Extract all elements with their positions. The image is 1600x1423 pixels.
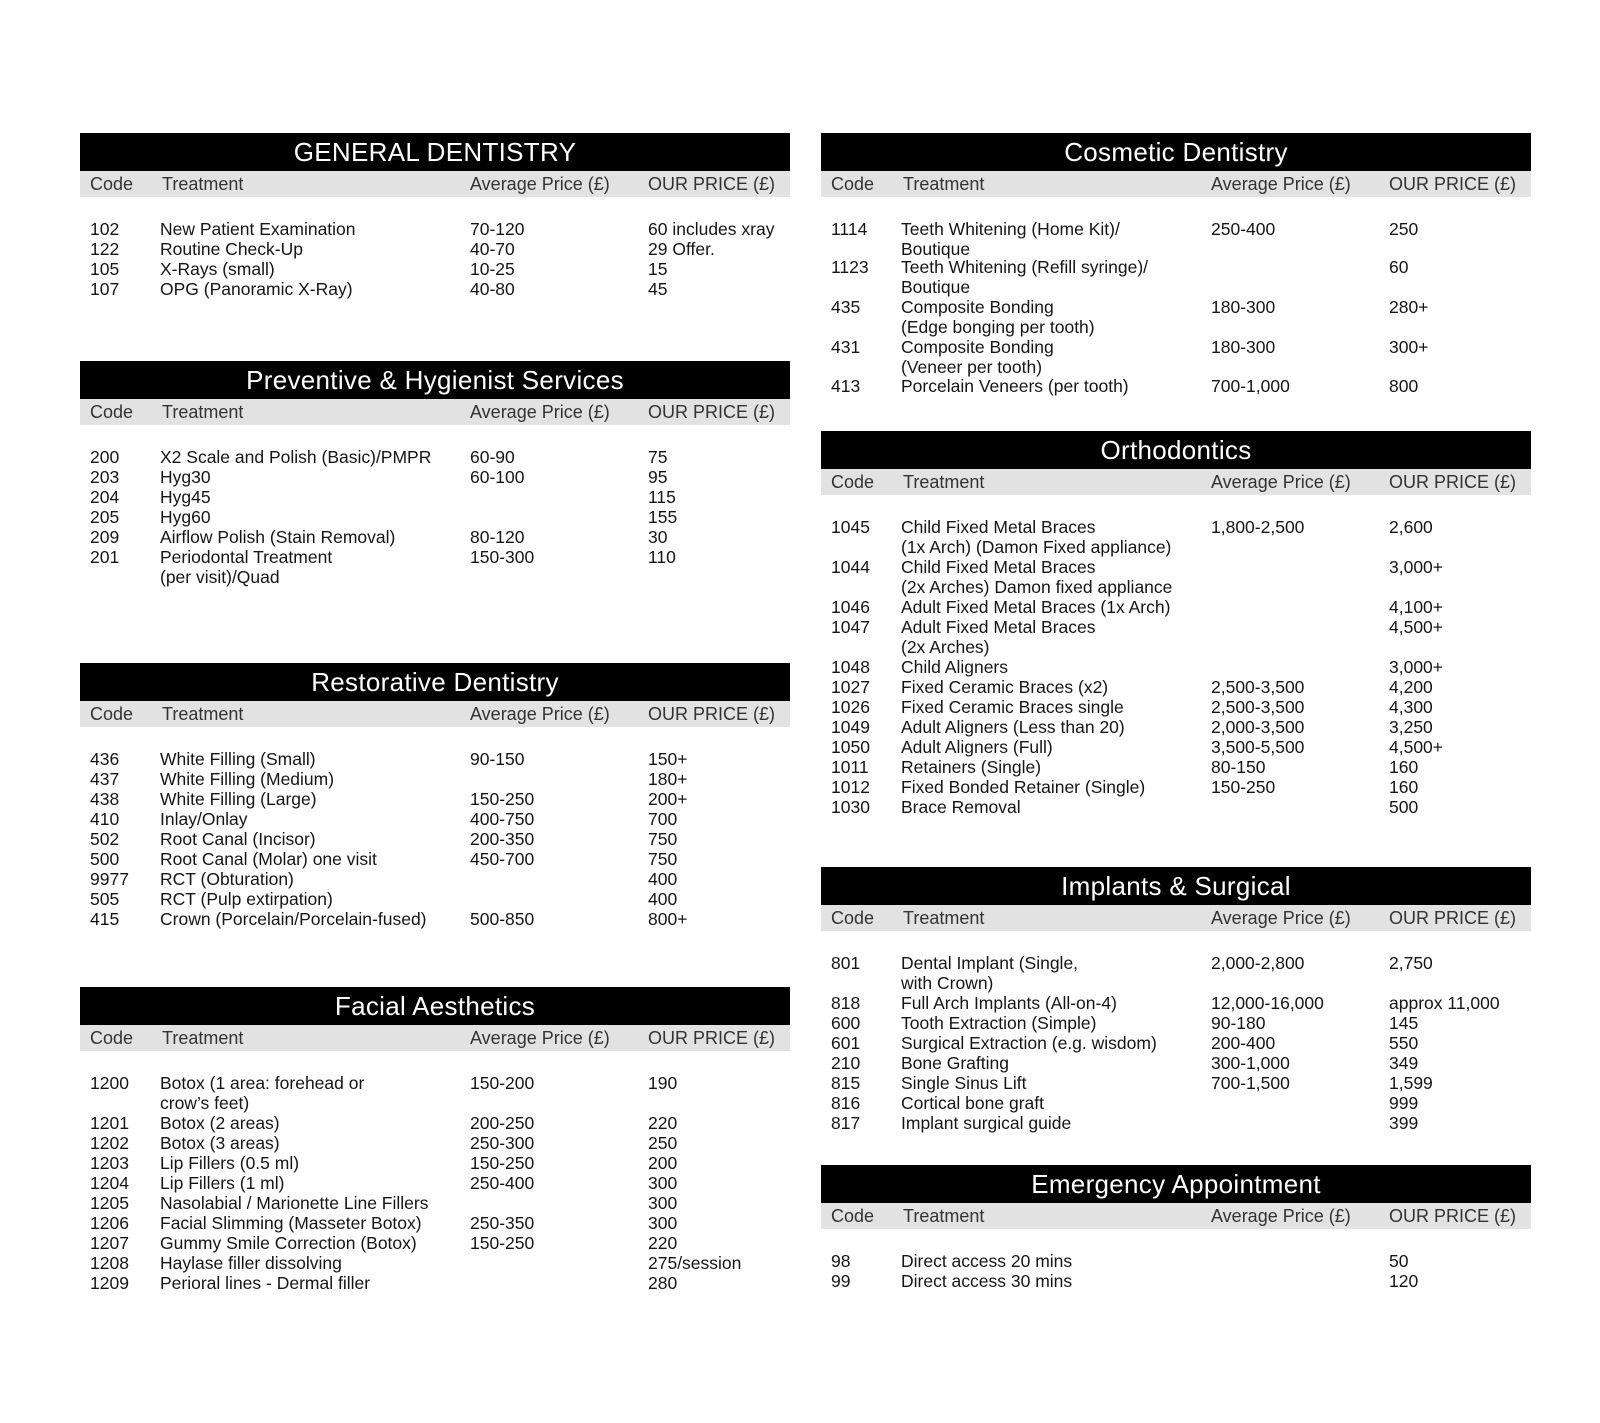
cell-avg: 500-850 xyxy=(470,909,535,929)
cell-treatment: Tooth Extraction (Simple) xyxy=(901,1013,1097,1033)
cell-avg: 2,000-3,500 xyxy=(1211,717,1305,737)
cell-code: 431 xyxy=(831,337,861,357)
cell-treatment: White Filling (Small) xyxy=(160,749,316,769)
column-header-row xyxy=(821,171,1531,197)
cell-ours: 349 xyxy=(1389,1053,1419,1073)
cell-treatment: Cortical bone graft xyxy=(901,1093,1044,1113)
cell-ours: 300 xyxy=(648,1173,678,1193)
cell-ours: 250 xyxy=(1389,219,1419,239)
cell-treatment: Botox (1 area: forehead or crow’s feet) xyxy=(160,1073,365,1113)
cell-code: 413 xyxy=(831,376,861,396)
section-title: Implants & Surgical xyxy=(821,867,1531,905)
cell-code: 1027 xyxy=(831,677,870,697)
cell-treatment: Hyg60 xyxy=(160,507,211,527)
cell-ours: 250 xyxy=(648,1133,678,1153)
column-header-ours: OUR PRICE (£) xyxy=(1389,472,1517,492)
cell-avg: 180-300 xyxy=(1211,337,1276,357)
cell-ours: 550 xyxy=(1389,1033,1419,1053)
cell-code: 105 xyxy=(90,259,120,279)
cell-avg: 150-250 xyxy=(470,1153,535,1173)
column-header-row xyxy=(80,701,790,727)
cell-ours: 400 xyxy=(648,889,678,909)
cell-avg: 150-250 xyxy=(470,789,535,809)
cell-treatment: White Filling (Medium) xyxy=(160,769,335,789)
cell-avg: 200-250 xyxy=(470,1113,535,1133)
cell-ours: 300+ xyxy=(1389,337,1429,357)
cell-avg: 300-1,000 xyxy=(1211,1053,1290,1073)
column-header-avg: Average Price (£) xyxy=(470,402,610,422)
cell-avg: 250-300 xyxy=(470,1133,535,1153)
price-rows xyxy=(821,953,1531,1155)
cell-code: 1030 xyxy=(831,797,870,817)
column-header-treatment: Treatment xyxy=(162,174,244,194)
cell-ours: 700 xyxy=(648,809,678,829)
cell-ours: 3,000+ xyxy=(1389,557,1444,577)
cell-avg: 60-90 xyxy=(470,447,515,467)
cell-treatment: Botox (2 areas) xyxy=(160,1113,280,1133)
cell-code: 438 xyxy=(90,789,120,809)
column-header-code: Code xyxy=(90,402,134,422)
cell-code: 9977 xyxy=(90,869,129,889)
section-title: Facial Aesthetics xyxy=(80,987,790,1025)
cell-code: 818 xyxy=(831,993,861,1013)
cell-treatment: Hyg30 xyxy=(160,467,211,487)
cell-ours: 750 xyxy=(648,849,678,869)
cell-avg: 90-150 xyxy=(470,749,525,769)
section-facial-aesthetics xyxy=(80,987,790,1315)
cell-avg: 80-120 xyxy=(470,527,525,547)
cell-treatment: Fixed Ceramic Braces (x2) xyxy=(901,677,1109,697)
cell-ours: 95 xyxy=(648,467,668,487)
cell-code: 1202 xyxy=(90,1133,129,1153)
column-header-row xyxy=(821,905,1531,931)
cell-avg: 150-300 xyxy=(470,547,535,567)
cell-ours: 200+ xyxy=(648,789,688,809)
cell-code: 1012 xyxy=(831,777,870,797)
cell-code: 500 xyxy=(90,849,120,869)
cell-treatment: Composite Bonding (Veneer per tooth) xyxy=(901,337,1054,377)
cell-avg: 70-120 xyxy=(470,219,525,239)
cell-ours: 4,500+ xyxy=(1389,737,1444,757)
cell-code: 1208 xyxy=(90,1253,129,1273)
cell-treatment: Botox (3 areas) xyxy=(160,1133,280,1153)
cell-code: 1207 xyxy=(90,1233,129,1253)
cell-ours: 275/session xyxy=(648,1253,742,1273)
cell-avg: 250-400 xyxy=(470,1173,535,1193)
cell-ours: 3,000+ xyxy=(1389,657,1444,677)
cell-avg: 450-700 xyxy=(470,849,535,869)
cell-ours: 45 xyxy=(648,279,668,299)
cell-code: 1050 xyxy=(831,737,870,757)
cell-ours: 4,200 xyxy=(1389,677,1433,697)
section-title: Cosmetic Dentistry xyxy=(821,133,1531,171)
cell-ours: 60 xyxy=(1389,257,1409,277)
cell-code: 801 xyxy=(831,953,861,973)
cell-avg: 700-1,000 xyxy=(1211,376,1290,396)
section-general-dentistry xyxy=(80,133,790,321)
cell-code: 436 xyxy=(90,749,120,769)
cell-ours: 2,750 xyxy=(1389,953,1433,973)
cell-avg: 60-100 xyxy=(470,467,525,487)
column-header-avg: Average Price (£) xyxy=(470,174,610,194)
cell-treatment: Adult Aligners (Full) xyxy=(901,737,1053,757)
cell-code: 1123 xyxy=(831,257,869,277)
cell-code: 437 xyxy=(90,769,120,789)
cell-treatment: Root Canal (Molar) one visit xyxy=(160,849,377,869)
cell-code: 1047 xyxy=(831,617,870,637)
cell-code: 201 xyxy=(90,547,120,567)
cell-treatment: Hyg45 xyxy=(160,487,211,507)
column-header-ours: OUR PRICE (£) xyxy=(1389,174,1517,194)
cell-treatment: Brace Removal xyxy=(901,797,1021,817)
cell-avg: 200-400 xyxy=(1211,1033,1276,1053)
column-header-ours: OUR PRICE (£) xyxy=(1389,1206,1517,1226)
cell-ours: approx 11,000 xyxy=(1389,993,1500,1013)
cell-ours: 800 xyxy=(1389,376,1419,396)
column-header-avg: Average Price (£) xyxy=(1211,174,1351,194)
cell-treatment: Facial Slimming (Masseter Botox) xyxy=(160,1213,422,1233)
column-header-code: Code xyxy=(831,1206,875,1226)
cell-treatment: Bone Grafting xyxy=(901,1053,1009,1073)
cell-code: 205 xyxy=(90,507,120,527)
cell-code: 1049 xyxy=(831,717,870,737)
column-header-ours: OUR PRICE (£) xyxy=(648,174,776,194)
cell-code: 1206 xyxy=(90,1213,129,1233)
column-header-treatment: Treatment xyxy=(162,1028,244,1048)
section-restorative-dentistry xyxy=(80,663,790,951)
cell-treatment: Nasolabial / Marionette Line Fillers xyxy=(160,1193,429,1213)
cell-treatment: Lip Fillers (0.5 ml) xyxy=(160,1153,300,1173)
cell-avg: 3,500-5,500 xyxy=(1211,737,1305,757)
cell-code: 99 xyxy=(831,1271,851,1291)
column-header-treatment: Treatment xyxy=(162,402,244,422)
column-header-avg: Average Price (£) xyxy=(1211,1206,1351,1226)
cell-avg: 10-25 xyxy=(470,259,515,279)
column-header-avg: Average Price (£) xyxy=(470,1028,610,1048)
cell-code: 415 xyxy=(90,909,120,929)
cell-code: 816 xyxy=(831,1093,861,1113)
cell-ours: 500 xyxy=(1389,797,1419,817)
cell-treatment: Routine Check-Up xyxy=(160,239,303,259)
cell-avg: 90-180 xyxy=(1211,1013,1266,1033)
cell-ours: 190 xyxy=(648,1073,678,1093)
cell-treatment: Adult Fixed Metal Braces (1x Arch) xyxy=(901,597,1171,617)
cell-avg: 80-150 xyxy=(1211,757,1266,777)
section-orthodontics xyxy=(821,431,1531,839)
price-rows xyxy=(821,1251,1531,1313)
cell-ours: 50 xyxy=(1389,1251,1409,1271)
section-title: Orthodontics xyxy=(821,431,1531,469)
cell-treatment: Single Sinus Lift xyxy=(901,1073,1027,1093)
cell-ours: 1,599 xyxy=(1389,1073,1433,1093)
cell-code: 435 xyxy=(831,297,861,317)
cell-treatment: X-Rays (small) xyxy=(160,259,275,279)
column-header-treatment: Treatment xyxy=(903,174,985,194)
column-header-avg: Average Price (£) xyxy=(470,704,610,724)
cell-avg: 2,000-2,800 xyxy=(1211,953,1305,973)
cell-avg: 12,000-16,000 xyxy=(1211,993,1324,1013)
cell-code: 1203 xyxy=(90,1153,129,1173)
column-header-ours: OUR PRICE (£) xyxy=(648,402,776,422)
section-emergency-appointment xyxy=(821,1165,1531,1313)
column-header-code: Code xyxy=(90,704,134,724)
cell-ours: 220 xyxy=(648,1233,678,1253)
cell-code: 1209 xyxy=(90,1273,129,1293)
cell-avg: 40-80 xyxy=(470,279,515,299)
cell-treatment: Inlay/Onlay xyxy=(160,809,248,829)
column-header-code: Code xyxy=(90,174,134,194)
cell-avg: 40-70 xyxy=(470,239,515,259)
cell-avg: 700-1,500 xyxy=(1211,1073,1290,1093)
cell-ours: 30 xyxy=(648,527,668,547)
cell-code: 815 xyxy=(831,1073,861,1093)
column-header-code: Code xyxy=(831,472,875,492)
cell-code: 1114 xyxy=(831,219,868,239)
cell-ours: 280+ xyxy=(1389,297,1429,317)
cell-treatment: Fixed Ceramic Braces single xyxy=(901,697,1124,717)
cell-code: 817 xyxy=(831,1113,861,1133)
cell-code: 209 xyxy=(90,527,120,547)
cell-treatment: RCT (Pulp extirpation) xyxy=(160,889,333,909)
cell-ours: 4,500+ xyxy=(1389,617,1444,637)
cell-ours: 110 xyxy=(648,547,676,567)
cell-avg: 250-400 xyxy=(1211,219,1276,239)
cell-ours: 160 xyxy=(1389,777,1419,797)
cell-code: 200 xyxy=(90,447,120,467)
cell-avg: 150-250 xyxy=(470,1233,535,1253)
cell-treatment: Periodontal Treatment (per visit)/Quad xyxy=(160,547,333,587)
cell-avg: 180-300 xyxy=(1211,297,1276,317)
cell-treatment: Root Canal (Incisor) xyxy=(160,829,316,849)
cell-ours: 400 xyxy=(648,869,678,889)
cell-treatment: Dental Implant (Single, with Crown) xyxy=(901,953,1079,993)
cell-treatment: Airflow Polish (Stain Removal) xyxy=(160,527,396,547)
cell-avg: 150-250 xyxy=(1211,777,1276,797)
cell-treatment: Full Arch Implants (All-on-4) xyxy=(901,993,1117,1013)
cell-treatment: Direct access 30 mins xyxy=(901,1271,1073,1291)
cell-code: 1011 xyxy=(831,757,869,777)
cell-ours: 300 xyxy=(648,1213,678,1233)
cell-treatment: Implant surgical guide xyxy=(901,1113,1072,1133)
column-header-code: Code xyxy=(90,1028,134,1048)
cell-ours: 115 xyxy=(648,487,676,507)
cell-ours: 75 xyxy=(648,447,668,467)
cell-code: 410 xyxy=(90,809,120,829)
column-header-treatment: Treatment xyxy=(903,472,985,492)
section-cosmetic-dentistry xyxy=(821,133,1531,418)
cell-ours: 399 xyxy=(1389,1113,1419,1133)
cell-ours: 160 xyxy=(1389,757,1419,777)
cell-treatment: Crown (Porcelain/Porcelain-fused) xyxy=(160,909,427,929)
cell-treatment: Haylase filler dissolving xyxy=(160,1253,342,1273)
cell-code: 505 xyxy=(90,889,120,909)
cell-code: 1046 xyxy=(831,597,870,617)
column-header-ours: OUR PRICE (£) xyxy=(648,704,776,724)
section-preventive-hygienist-services xyxy=(80,361,790,589)
cell-avg: 250-350 xyxy=(470,1213,535,1233)
cell-code: 122 xyxy=(90,239,120,259)
cell-code: 1044 xyxy=(831,557,870,577)
column-header-ours: OUR PRICE (£) xyxy=(648,1028,776,1048)
cell-treatment: Retainers (Single) xyxy=(901,757,1042,777)
cell-treatment: Child Fixed Metal Braces (1x Arch) (Damon Fixed appliance) xyxy=(901,517,1172,557)
cell-code: 1205 xyxy=(90,1193,129,1213)
cell-avg: 150-200 xyxy=(470,1073,535,1093)
cell-avg: 400-750 xyxy=(470,809,535,829)
cell-ours: 145 xyxy=(1389,1013,1419,1033)
cell-treatment: Child Fixed Metal Braces (2x Arches) Damon fixed appliance xyxy=(901,557,1173,597)
cell-ours: 3,250 xyxy=(1389,717,1433,737)
cell-avg: 1,800-2,500 xyxy=(1211,517,1305,537)
cell-ours: 200 xyxy=(648,1153,678,1173)
cell-avg: 200-350 xyxy=(470,829,535,849)
cell-treatment: Adult Aligners (Less than 20) xyxy=(901,717,1125,737)
column-header-row xyxy=(80,1025,790,1051)
column-header-treatment: Treatment xyxy=(903,908,985,928)
column-header-row xyxy=(821,1203,1531,1229)
column-header-code: Code xyxy=(831,908,875,928)
cell-ours: 150+ xyxy=(648,749,688,769)
cell-code: 1200 xyxy=(90,1073,129,1093)
price-rows xyxy=(80,219,790,321)
cell-treatment: RCT (Obturation) xyxy=(160,869,294,889)
cell-code: 601 xyxy=(831,1033,861,1053)
cell-ours: 29 Offer. xyxy=(648,239,715,259)
section-title: GENERAL DENTISTRY xyxy=(80,133,790,171)
column-header-row xyxy=(80,171,790,197)
cell-ours: 750 xyxy=(648,829,678,849)
cell-treatment: New Patient Examination xyxy=(160,219,356,239)
cell-ours: 15 xyxy=(648,259,668,279)
price-rows xyxy=(80,447,790,589)
section-title: Restorative Dentistry xyxy=(80,663,790,701)
cell-ours: 155 xyxy=(648,507,678,527)
section-title: Preventive & Hygienist Services xyxy=(80,361,790,399)
price-rows xyxy=(821,517,1531,839)
cell-treatment: Lip Fillers (1 ml) xyxy=(160,1173,285,1193)
cell-code: 1204 xyxy=(90,1173,129,1193)
cell-ours: 4,300 xyxy=(1389,697,1433,717)
cell-code: 502 xyxy=(90,829,120,849)
cell-code: 107 xyxy=(90,279,120,299)
cell-treatment: Fixed Bonded Retainer (Single) xyxy=(901,777,1146,797)
cell-treatment: White Filling (Large) xyxy=(160,789,317,809)
cell-ours: 220 xyxy=(648,1113,678,1133)
cell-avg: 2,500-3,500 xyxy=(1211,697,1305,717)
price-rows xyxy=(80,1073,790,1315)
column-header-treatment: Treatment xyxy=(903,1206,985,1226)
cell-treatment: Composite Bonding (Edge bonging per tooth) xyxy=(901,297,1095,337)
cell-ours: 999 xyxy=(1389,1093,1419,1113)
column-header-code: Code xyxy=(831,174,875,194)
column-header-treatment: Treatment xyxy=(162,704,244,724)
cell-treatment: OPG (Panoramic X-Ray) xyxy=(160,279,353,299)
cell-code: 98 xyxy=(831,1251,851,1271)
price-rows xyxy=(80,749,790,951)
cell-ours: 4,100+ xyxy=(1389,597,1444,617)
section-title: Emergency Appointment xyxy=(821,1165,1531,1203)
section-implants-surgical xyxy=(821,867,1531,1155)
cell-treatment: Direct access 20 mins xyxy=(901,1251,1073,1271)
cell-code: 102 xyxy=(90,219,120,239)
cell-treatment: Child Aligners xyxy=(901,657,1008,677)
cell-ours: 120 xyxy=(1389,1271,1419,1291)
column-header-row xyxy=(821,469,1531,495)
cell-ours: 180+ xyxy=(648,769,688,789)
column-header-ours: OUR PRICE (£) xyxy=(1389,908,1517,928)
cell-treatment: Teeth Whitening (Refill syringe)/ Boutique xyxy=(901,257,1149,297)
cell-ours: 60 includes xray xyxy=(648,219,775,239)
column-header-avg: Average Price (£) xyxy=(1211,908,1351,928)
cell-treatment: Adult Fixed Metal Braces (2x Arches) xyxy=(901,617,1096,657)
cell-code: 1201 xyxy=(90,1113,129,1133)
cell-treatment: X2 Scale and Polish (Basic)/PMPR xyxy=(160,447,432,467)
column-header-avg: Average Price (£) xyxy=(1211,472,1351,492)
column-header-row xyxy=(80,399,790,425)
cell-ours: 300 xyxy=(648,1193,678,1213)
cell-treatment: Teeth Whitening (Home Kit)/ Boutique xyxy=(901,219,1120,259)
cell-ours: 800+ xyxy=(648,909,688,929)
cell-code: 1048 xyxy=(831,657,870,677)
cell-code: 600 xyxy=(831,1013,861,1033)
cell-avg: 2,500-3,500 xyxy=(1211,677,1305,697)
cell-code: 1026 xyxy=(831,697,870,717)
cell-treatment: Perioral lines - Dermal filler xyxy=(160,1273,371,1293)
cell-treatment: Gummy Smile Correction (Botox) xyxy=(160,1233,417,1253)
cell-code: 1045 xyxy=(831,517,870,537)
cell-code: 203 xyxy=(90,467,120,487)
cell-ours: 280 xyxy=(648,1273,678,1293)
cell-treatment: Porcelain Veneers (per tooth) xyxy=(901,376,1129,396)
cell-treatment: Surgical Extraction (e.g. wisdom) xyxy=(901,1033,1157,1053)
price-rows xyxy=(821,219,1531,418)
cell-code: 210 xyxy=(831,1053,861,1073)
cell-code: 204 xyxy=(90,487,120,507)
cell-ours: 2,600 xyxy=(1389,517,1433,537)
